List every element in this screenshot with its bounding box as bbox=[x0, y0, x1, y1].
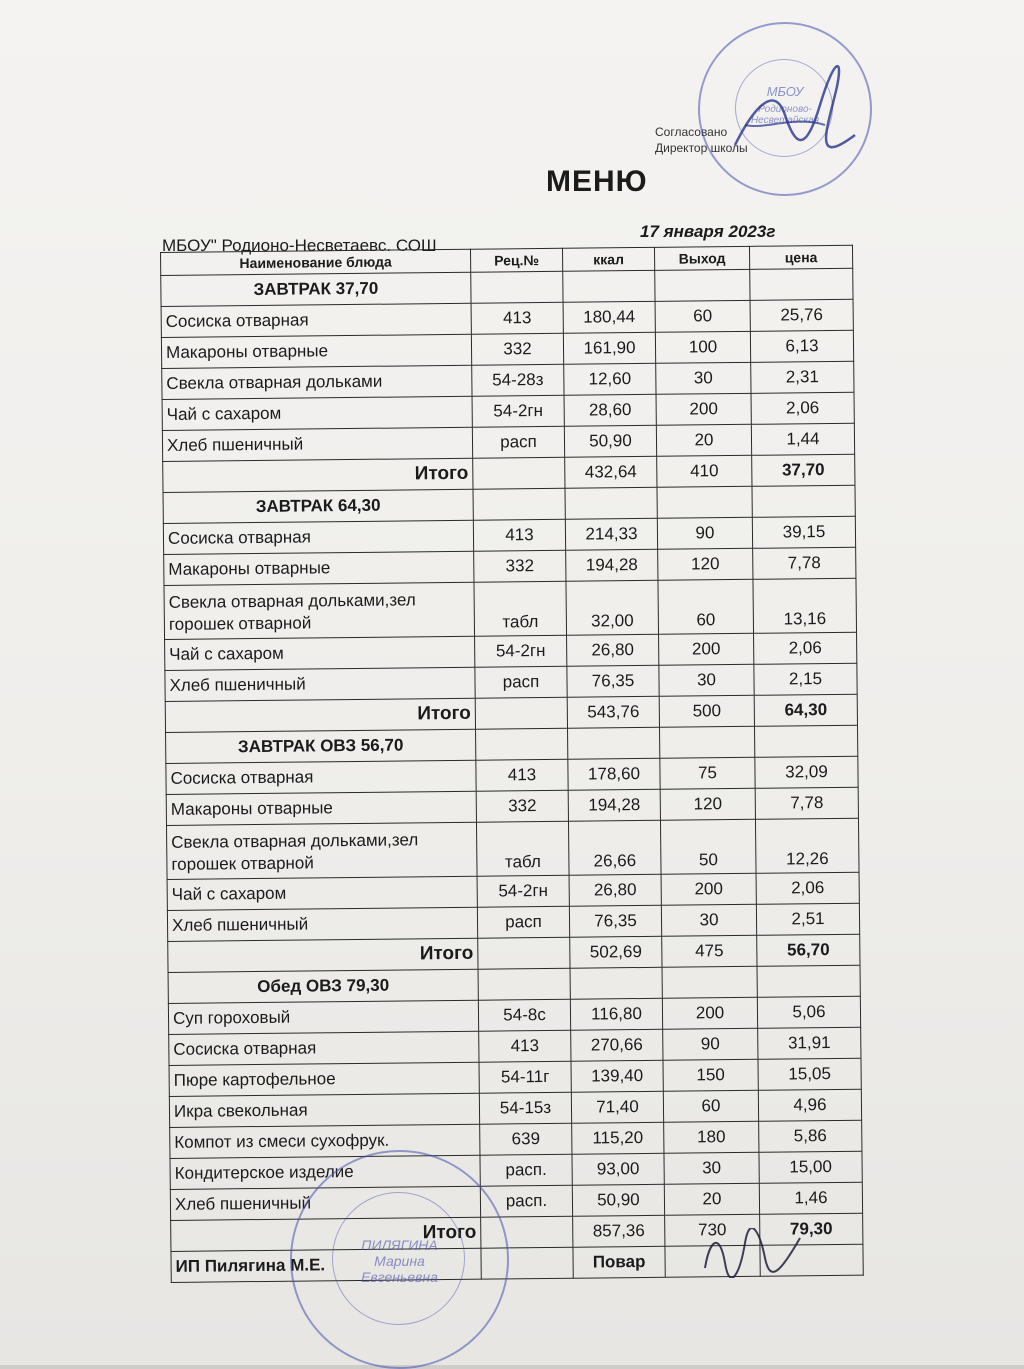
empty-cell bbox=[476, 728, 568, 760]
empty-cell bbox=[478, 937, 570, 969]
dish-kcal: 71,40 bbox=[571, 1091, 663, 1123]
total-kcal: 857,36 bbox=[573, 1215, 665, 1247]
empty-cell bbox=[660, 726, 755, 758]
dish-name: Хлеб пшеничный bbox=[170, 1186, 480, 1220]
dish-recipe: 332 bbox=[476, 790, 568, 822]
dish-output: 20 bbox=[656, 424, 751, 456]
dish-price: 32,09 bbox=[755, 756, 858, 788]
dish-recipe: 54-2гн bbox=[477, 875, 569, 907]
dish-recipe: расп. bbox=[480, 1154, 572, 1186]
dish-name: Сосиска отварная bbox=[166, 760, 476, 794]
total-label: Итого bbox=[165, 698, 475, 732]
dish-output: 20 bbox=[664, 1183, 759, 1215]
dish-kcal: 93,00 bbox=[572, 1153, 664, 1185]
dish-recipe: 54-2гн bbox=[475, 635, 567, 667]
dish-name: Компот из смеси сухофрук. bbox=[170, 1124, 480, 1158]
dish-price: 2,51 bbox=[756, 903, 859, 935]
dish-output: 60 bbox=[655, 300, 750, 332]
dish-price: 39,15 bbox=[752, 516, 855, 548]
dish-name: Суп гороховый bbox=[168, 1000, 478, 1034]
empty-cell bbox=[563, 270, 655, 302]
empty-cell bbox=[570, 967, 662, 999]
dish-output: 30 bbox=[659, 664, 754, 696]
total-price: 56,70 bbox=[757, 934, 860, 966]
dish-price: 5,06 bbox=[757, 996, 860, 1028]
dish-kcal: 76,35 bbox=[567, 665, 659, 697]
dish-output: 200 bbox=[662, 997, 757, 1029]
dish-name: Пюре картофельное bbox=[169, 1062, 479, 1096]
cook-label: Повар bbox=[573, 1246, 665, 1278]
total-label: Итого bbox=[171, 1217, 481, 1251]
total-kcal: 502,69 bbox=[570, 936, 662, 968]
total-output: 475 bbox=[662, 935, 757, 967]
dish-recipe: расп bbox=[472, 426, 564, 458]
header-recipe: Рец.№ bbox=[470, 248, 562, 272]
dish-output: 30 bbox=[661, 904, 756, 936]
empty-cell bbox=[754, 725, 857, 757]
menu-body bbox=[161, 268, 863, 1251]
empty-cell bbox=[478, 968, 570, 1000]
section-title: Обед ОВЗ 79,30 bbox=[168, 969, 478, 1003]
dish-name: Сосиска отварная bbox=[169, 1031, 479, 1065]
dish-kcal: 32,00 bbox=[566, 580, 659, 635]
dish-price: 25,76 bbox=[750, 299, 853, 331]
dish-price: 1,46 bbox=[759, 1182, 862, 1214]
dish-name: Сосиска отварная bbox=[163, 520, 473, 554]
dish-recipe: расп bbox=[475, 666, 567, 698]
dish-name: Хлеб пшеничный bbox=[165, 667, 475, 701]
dish-output: 60 bbox=[658, 579, 754, 634]
dish-price: 2,15 bbox=[754, 663, 857, 695]
dish-output: 200 bbox=[659, 633, 754, 665]
empty-cell bbox=[657, 486, 752, 518]
dish-kcal: 161,90 bbox=[563, 332, 655, 364]
dish-name: Свекла отварная дольками,зел горошек отварной bbox=[164, 582, 475, 639]
header-kcal: ккал bbox=[562, 247, 654, 271]
dish-price: 12,26 bbox=[755, 818, 859, 873]
dish-name: Макароны отварные bbox=[164, 551, 474, 585]
total-price: 64,30 bbox=[754, 694, 857, 726]
dish-name: Макароны отварные bbox=[161, 334, 471, 368]
dish-output: 90 bbox=[657, 517, 752, 549]
total-kcal: 543,76 bbox=[567, 696, 659, 728]
total-price: 37,70 bbox=[752, 454, 855, 486]
empty-cell bbox=[565, 487, 657, 519]
organization-name: МБОУ" Родионо-Несветаевс. СОШ bbox=[162, 236, 437, 255]
dish-name: Свекла отварная дольками bbox=[162, 365, 472, 399]
dish-output: 200 bbox=[661, 873, 756, 905]
menu-table bbox=[160, 245, 864, 1283]
dish-row bbox=[167, 818, 860, 879]
dish-output: 75 bbox=[660, 757, 755, 789]
dish-price: 6,13 bbox=[750, 330, 853, 362]
dish-output: 120 bbox=[658, 548, 753, 580]
empty-cell bbox=[473, 488, 565, 520]
dish-name: Икра свекольная bbox=[169, 1093, 479, 1127]
dish-output: 150 bbox=[663, 1059, 758, 1091]
header-output: Выход bbox=[654, 246, 749, 270]
dish-recipe: 54-8с bbox=[478, 999, 570, 1031]
dish-price: 15,05 bbox=[758, 1058, 861, 1090]
dish-name: Хлеб пшеничный bbox=[162, 427, 472, 461]
stamp-school: Родионово-Несветайская bbox=[750, 104, 820, 126]
dish-recipe: 332 bbox=[474, 550, 566, 582]
total-price: 79,30 bbox=[760, 1213, 863, 1245]
dish-recipe: 332 bbox=[471, 333, 563, 365]
dish-recipe: 54-28з bbox=[472, 364, 564, 396]
dish-kcal: 194,28 bbox=[566, 549, 658, 581]
dish-recipe: 54-2гн bbox=[472, 395, 564, 427]
section-title: ЗАВТРАК 64,30 bbox=[163, 489, 473, 523]
dish-output: 50 bbox=[660, 819, 756, 874]
dish-price: 2,06 bbox=[751, 392, 854, 424]
dish-output: 120 bbox=[660, 788, 755, 820]
supplier-name: ИП Пилягина М.Е. bbox=[171, 1248, 481, 1282]
dish-recipe: 413 bbox=[479, 1030, 571, 1062]
dish-recipe: 54-15з bbox=[479, 1092, 571, 1124]
dish-output: 100 bbox=[655, 331, 750, 363]
dish-kcal: 12,60 bbox=[564, 363, 656, 395]
empty-cell bbox=[750, 268, 853, 300]
dish-recipe: 413 bbox=[471, 302, 563, 334]
dish-recipe: 413 bbox=[476, 759, 568, 791]
dish-recipe: расп. bbox=[480, 1185, 572, 1217]
dish-kcal: 76,35 bbox=[569, 905, 661, 937]
stamp-org: МБОУ bbox=[766, 84, 804, 99]
dish-name: Хлеб пшеничный bbox=[167, 907, 477, 941]
dish-recipe: 639 bbox=[480, 1123, 572, 1155]
dish-kcal: 194,28 bbox=[568, 789, 660, 821]
dish-kcal: 26,66 bbox=[568, 820, 661, 875]
dish-recipe: расп bbox=[477, 906, 569, 938]
dish-recipe: табл bbox=[474, 581, 567, 636]
empty-cell bbox=[757, 965, 860, 997]
dish-price: 5,86 bbox=[759, 1120, 862, 1152]
dish-output: 60 bbox=[663, 1090, 758, 1122]
dish-price: 2,06 bbox=[754, 632, 857, 664]
dish-recipe: табл bbox=[476, 821, 569, 876]
dish-price: 7,78 bbox=[755, 787, 858, 819]
dish-kcal: 214,33 bbox=[565, 518, 657, 550]
header-dish: Наименование блюда bbox=[161, 249, 471, 275]
supplier-stamp bbox=[290, 1150, 509, 1369]
dish-kcal: 270,66 bbox=[571, 1029, 663, 1061]
dish-output: 180 bbox=[664, 1121, 759, 1153]
empty-cell bbox=[473, 457, 565, 489]
dish-name: Свекла отварная дольками,зел горошек отварной bbox=[167, 822, 478, 879]
dish-price: 2,06 bbox=[756, 872, 859, 904]
dish-output: 90 bbox=[663, 1028, 758, 1060]
dish-price: 1,44 bbox=[751, 423, 854, 455]
empty-cell bbox=[655, 269, 750, 301]
dish-row bbox=[164, 578, 857, 639]
dish-name: Чай с сахаром bbox=[167, 876, 477, 910]
dish-kcal: 50,90 bbox=[572, 1184, 664, 1216]
dish-price: 4,96 bbox=[758, 1089, 861, 1121]
total-output: 730 bbox=[665, 1214, 760, 1246]
total-label: Итого bbox=[168, 938, 478, 972]
empty-cell bbox=[471, 271, 563, 303]
approval-line1: Согласовано bbox=[655, 125, 728, 139]
menu-date: 17 января 2023г bbox=[640, 222, 776, 241]
dish-kcal: 26,80 bbox=[569, 874, 661, 906]
dish-output: 30 bbox=[656, 362, 751, 394]
section-title: ЗАВТРАК 37,70 bbox=[161, 272, 471, 306]
dish-output: 30 bbox=[664, 1152, 759, 1184]
cook-signature bbox=[700, 1228, 810, 1278]
dish-name: Кондитерское изделие bbox=[170, 1155, 480, 1189]
dish-kcal: 178,60 bbox=[568, 758, 660, 790]
dish-price: 13,16 bbox=[753, 578, 857, 633]
dish-price: 31,91 bbox=[758, 1027, 861, 1059]
total-kcal: 432,64 bbox=[565, 456, 657, 488]
director-signature bbox=[725, 45, 865, 175]
dish-price: 15,00 bbox=[759, 1151, 862, 1183]
total-label: Итого bbox=[163, 458, 473, 492]
dish-kcal: 26,80 bbox=[567, 634, 659, 666]
dish-kcal: 139,40 bbox=[571, 1060, 663, 1092]
dish-recipe: 54-11г bbox=[479, 1061, 571, 1093]
dish-price: 7,78 bbox=[753, 547, 856, 579]
dish-price: 2,31 bbox=[751, 361, 854, 393]
empty-cell bbox=[662, 966, 757, 998]
dish-name: Сосиска отварная bbox=[161, 303, 471, 337]
dish-kcal: 115,20 bbox=[572, 1122, 664, 1154]
dish-kcal: 180,44 bbox=[563, 301, 655, 333]
total-output: 500 bbox=[659, 695, 754, 727]
stamp-person: ПИЛЯГИНА Марина Евгеньевна bbox=[361, 1237, 438, 1285]
section-title: ЗАВТРАК ОВЗ 56,70 bbox=[166, 729, 476, 763]
total-output: 410 bbox=[657, 455, 752, 487]
dish-kcal: 50,90 bbox=[564, 425, 656, 457]
empty-cell bbox=[568, 727, 660, 759]
header-price: цена bbox=[749, 245, 852, 269]
dish-name: Чай с сахаром bbox=[162, 396, 472, 430]
page-title: МЕНЮ bbox=[546, 165, 648, 198]
dish-output: 200 bbox=[656, 393, 751, 425]
dish-name: Чай с сахаром bbox=[165, 636, 475, 670]
empty-cell bbox=[752, 485, 855, 517]
dish-kcal: 28,60 bbox=[564, 394, 656, 426]
empty-cell bbox=[475, 697, 567, 729]
approval-line2: Директор школы bbox=[655, 141, 748, 155]
dish-name: Макароны отварные bbox=[166, 791, 476, 825]
dish-kcal: 116,80 bbox=[570, 998, 662, 1030]
dish-recipe: 413 bbox=[473, 519, 565, 551]
